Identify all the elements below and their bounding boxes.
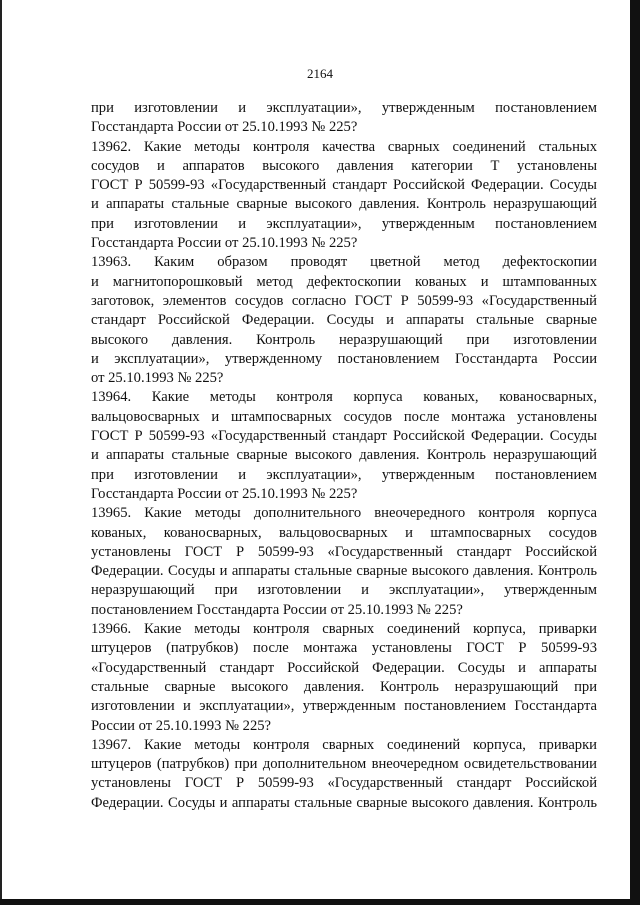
- question-paragraph: [91, 99, 597, 138]
- text-line: и магнитопорошковый метод дефектоскопии кованых и штампованных: [91, 273, 597, 290]
- text-line: Федерации. Сосуды и аппараты стальные сварные высокого давления. Контроль: [91, 794, 597, 811]
- text-line: при изготовлении и эксплуатации», утвержденным постановлением: [91, 466, 597, 483]
- text-line: стальные сварные высокого давления. Контроль неразрушающий при: [91, 678, 597, 695]
- text-line: вальцовосварных и штампосварных сосудов после монтажа установлены: [91, 408, 597, 425]
- text-line: Госстандарта России от 25.10.1993 № 225?: [91, 235, 358, 252]
- text-line: от 25.10.1993 № 225?: [91, 370, 224, 387]
- text-line: 13962. Какие методы контроля качества сварных соединений стальных: [91, 138, 597, 155]
- question-paragraph: [91, 388, 597, 504]
- text-line: заготовок, элементов сосудов согласно ГОСТ Р 50599-93 «Государственный: [91, 292, 597, 309]
- scan-edge-right: [630, 0, 640, 905]
- question-paragraph: [91, 504, 597, 620]
- page-number: 2164: [307, 66, 333, 81]
- text-line: ГОСТ Р 50599-93 «Государственный стандарт Российской Федерации. Сосуды: [91, 428, 597, 445]
- text-line: постановлением Госстандарта России от 25.10.1993 № 225?: [91, 601, 463, 618]
- text-line: 13963. Каким образом проводят цветной метод дефектоскопии: [91, 254, 597, 271]
- scan-edge-left: [0, 0, 2, 905]
- text-line: и эксплуатации», утвержденному постановлением Госстандарта России: [91, 350, 597, 367]
- text-line: 13964. Какие методы контроля корпуса кованых, кованосварных,: [91, 389, 597, 406]
- question-paragraph: [91, 620, 597, 736]
- text-line: штуцеров (патрубков) после монтажа установлены ГОСТ Р 50599-93: [91, 640, 597, 657]
- text-line: и аппараты стальные сварные высокого давления. Контроль неразрушающий: [91, 447, 597, 464]
- text-line: неразрушающий при изготовлении и эксплуатации», утвержденным: [91, 582, 597, 599]
- text-line: штуцеров (патрубков) при дополнительном внеочередном освидетельствовании: [91, 756, 597, 773]
- text-line: установлены ГОСТ Р 50599-93 «Государственный стандарт Российской: [91, 775, 597, 792]
- text-line: ГОСТ Р 50599-93 «Государственный стандарт Российской Федерации. Сосуды: [91, 177, 597, 194]
- text-line: Госстандарта России от 25.10.1993 № 225?: [91, 119, 358, 136]
- text-line: изготовлении и эксплуатации», утвержденным постановлением Госстандарта: [91, 698, 597, 715]
- document-body: [91, 99, 597, 813]
- question-paragraph: [91, 736, 597, 813]
- text-line: и аппараты стальные сварные высокого давления. Контроль неразрушающий: [91, 196, 597, 213]
- text-line: 13965. Какие методы дополнительного внеочередного контроля корпуса: [91, 505, 597, 522]
- text-line: 13967. Какие методы контроля сварных соединений корпуса, приварки: [91, 736, 597, 753]
- scan-edge-bottom: [0, 899, 640, 905]
- text-line: установлены ГОСТ Р 50599-93 «Государственный стандарт Российской: [91, 543, 597, 560]
- text-line: при изготовлении и эксплуатации», утвержденным постановлением: [91, 100, 597, 116]
- text-line: Федерации. Сосуды и аппараты стальные сварные высокого давления. Контроль: [91, 563, 597, 580]
- text-line: стандарт Российской Федерации. Сосуды и аппараты стальные сварные: [91, 312, 597, 329]
- text-line: при изготовлении и эксплуатации», утвержденным постановлением: [91, 215, 597, 232]
- text-line: кованых, кованосварных, вальцовосварных и штампосварных сосудов: [91, 524, 597, 541]
- text-line: России от 25.10.1993 № 225?: [91, 717, 272, 734]
- text-line: Госстандарта России от 25.10.1993 № 225?: [91, 485, 358, 502]
- question-paragraph: [91, 253, 597, 388]
- text-line: высокого давления. Контроль неразрушающий при изготовлении: [91, 331, 597, 348]
- text-line: 13966. Какие методы контроля сварных соединений корпуса, приварки: [91, 621, 597, 638]
- text-line: сосудов и аппаратов высокого давления категории Т установлены: [91, 157, 597, 174]
- question-paragraph: [91, 138, 597, 254]
- text-line: «Государственный стандарт Российской Федерации. Сосуды и аппараты: [91, 659, 597, 676]
